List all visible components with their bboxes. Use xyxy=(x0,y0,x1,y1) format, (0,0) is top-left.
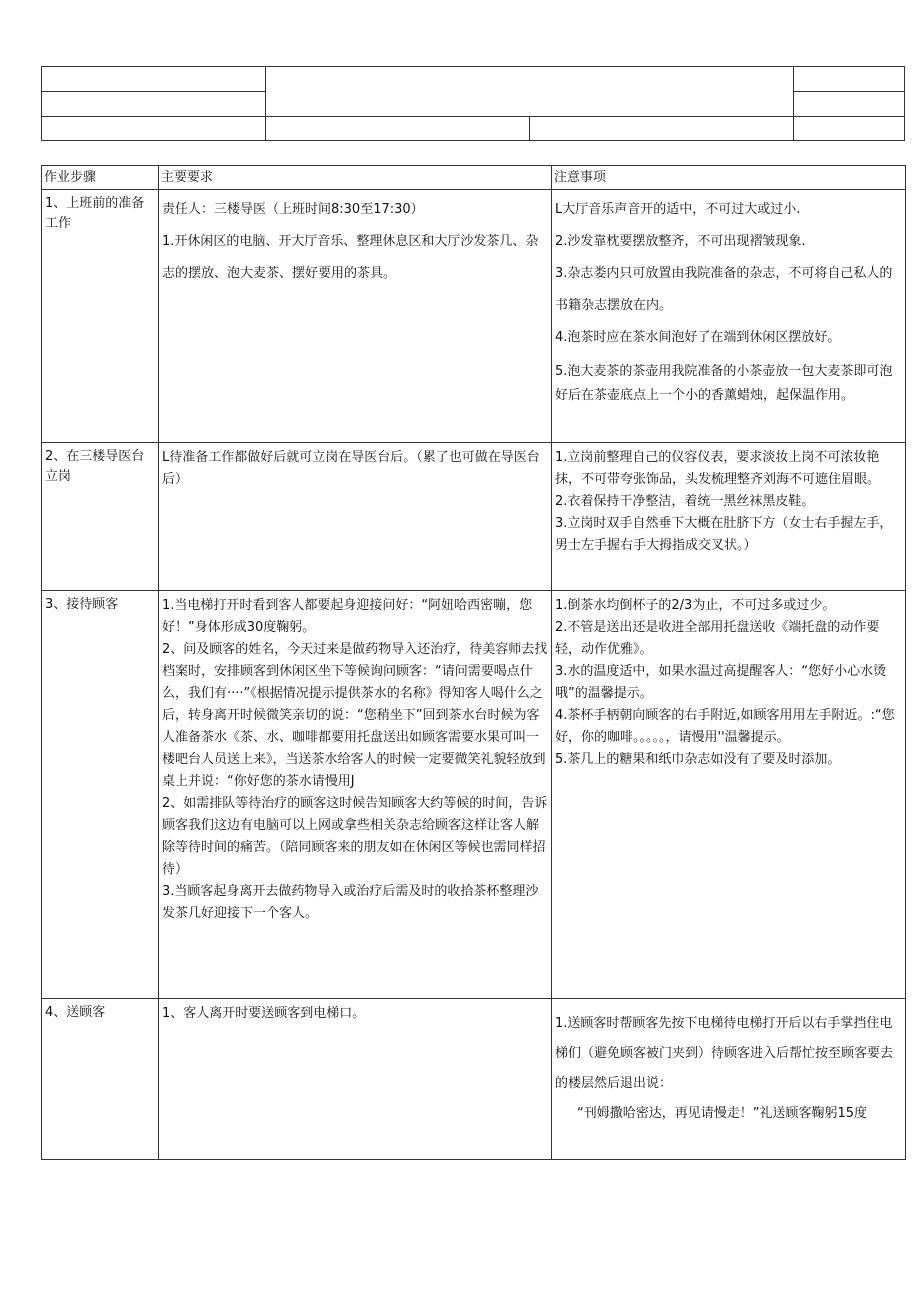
step-text: 3、接待顾客 xyxy=(45,597,119,612)
header-cell-right-top xyxy=(793,66,905,92)
step-text: 1、上班前的准备工作 xyxy=(45,196,145,231)
note-item: 1.送顾客时帮顾客先按下电梯待电梯打开后以右手掌挡住电梯们（避免顾客被门夹到）待顾客进入后帮忙按至顾客要去的楼层然后退出说： xyxy=(555,1016,894,1091)
notes-cell xyxy=(552,999,906,1160)
step-text: 4、送顾客 xyxy=(45,1005,106,1020)
notes-cell xyxy=(552,190,906,443)
header-cell-bottom-2 xyxy=(265,116,530,141)
header-cell-bottom-3 xyxy=(529,116,794,141)
header-cell-right-mid xyxy=(793,91,905,117)
note-item: 3.水的温度适中，如果水温过高提醒客人：“您好小心水烫哦”的温馨提示。 xyxy=(555,664,887,701)
step-cell xyxy=(42,443,159,591)
table-row xyxy=(42,190,906,443)
requirement-item: 2、问及顾客的姓名，今天过来是做药物导入还治疗，待美容师去找档案时，安排顾客到休闲区坐下等候询问顾客：“请问需要喝点什么，我们有····”《根据情况提示提供茶水的名称》得知客人喝什么之后，转身离开时候微笑亲切的说：“您稍坐下”回到茶水台时候为客人准备茶水《茶、水、咖啡都要用托盘送出如顾客需要水果可叫一楼吧台人员送上来》，当送茶水给客人的时候一定要微笑礼貌轻放到桌上并说：“你好您的茶水请慢用J xyxy=(162,642,548,789)
step-cell xyxy=(42,190,159,443)
note-item: 4.泡茶时应在茶水间泡好了在端到休闲区摆放好。 xyxy=(555,330,841,345)
table-row xyxy=(42,443,906,591)
header-cell-left-mid xyxy=(41,91,266,117)
note-item: 3.立岗时双手自然垂下大概在肚脐下方（女士右手握左手，男士左手握右手大拇指成交叉状。） xyxy=(555,516,893,553)
note-item: 5.泡大麦茶的茶壶用我院准备的小茶壶放一包大麦茶即可泡好后在茶壶底点上一个小的香薰蜡烛，起保温作用。 xyxy=(555,364,893,403)
requirement-item: 1.当电梯打开时看到客人都要起身迎接问好：“阿妞哈西密嘣，您好！”身体形成30度鞠躬。 xyxy=(162,598,533,635)
header-cell-bottom-4 xyxy=(793,116,905,141)
note-item: 1.立岗前整理自己的仪容仪表，要求淡妆上岗不可浓妆艳抹，不可带夸张饰品，头发梳理整齐刘海不可遮住眉眼。 xyxy=(555,450,881,487)
note-item: 2.不管是送出还是收进全部用托盘送收《端托盘的动作要轻，动作优雅》。 xyxy=(555,620,880,657)
table-row xyxy=(42,999,906,1160)
requirements-cell xyxy=(159,190,552,443)
requirement-item: 1、客人离开时要送顾客到电梯口。 xyxy=(162,1006,366,1021)
requirement-item: 1.开休闲区的电脑、开大厅音乐、整理休息区和大厅沙发茶几、杂志的摆放、泡大麦茶、摆好要用的茶具。 xyxy=(162,234,539,281)
note-item: 2.沙发靠枕要摆放整齐，不可出现褶皱现象. xyxy=(555,234,806,249)
note-item: “刊姆撒哈密达，再见请慢走！”礼送顾客鞠躬15度 xyxy=(577,1106,868,1121)
requirements-cell xyxy=(159,443,552,591)
table-header-row xyxy=(42,166,906,190)
header-form xyxy=(41,66,905,141)
note-item: 5.茶几上的糖果和纸巾杂志如没有了要及时添加。 xyxy=(555,752,841,767)
note-item: L大厅音乐声音开的适中，不可过大或过小. xyxy=(555,202,801,217)
requirement-item: L待准备工作都做好后就可立岗在导医台后。（累了也可做在导医台后） xyxy=(162,450,540,487)
header-cell-bottom-1 xyxy=(41,116,266,141)
notes-cell xyxy=(552,443,906,591)
note-item: 1.倒茶水均倒杯子的2/3为止，不可过多或过少。 xyxy=(555,598,836,613)
note-item: 3.杂志娄内只可放置由我院准备的杂志，不可将自己私人的书籍杂志摆放在内。 xyxy=(555,266,893,313)
header-cell-left-top xyxy=(41,66,266,92)
procedure-table xyxy=(41,165,906,1160)
requirement-item: 3.当顾客起身离开去做药物导入或治疗后需及时的收拾茶杯整理沙发茶几好迎接下一个客人。 xyxy=(162,884,539,921)
requirements-cell xyxy=(159,999,552,1160)
step-cell xyxy=(42,591,159,999)
requirement-item: 责任人：三楼导医（上班时间8:30至17:30） xyxy=(162,202,424,217)
step-cell xyxy=(42,999,159,1160)
requirements-cell xyxy=(159,591,552,999)
header-requirements: 主要要求 xyxy=(159,166,552,190)
note-item: 4.茶杯手柄朝向顾客的右手附近,如顾客用用左手附近。:“您好，你的咖啡。。。。。，请慢用''温馨提示。 xyxy=(555,708,895,745)
table-row xyxy=(42,591,906,999)
header-notes: 注意事项 xyxy=(552,166,906,190)
header-cell-center xyxy=(265,66,794,117)
notes-cell xyxy=(552,591,906,999)
requirement-item: 2、如需排队等待治疗的顾客这时候告知顾客大约等候的时间，告诉顾客我们这边有电脑可以上网或拿些相关杂志给顾客这样让客人解除等待时间的痛苦。（陪同顾客来的朋友如在休闲区等候也需同样招待） xyxy=(162,796,548,877)
note-item: 2.衣着保持干净整洁，着统一黑丝袜黑皮鞋。 xyxy=(555,494,815,509)
header-step: 作业步骤 xyxy=(42,166,159,190)
step-text: 2、在三楼导医台立岗 xyxy=(45,449,145,484)
